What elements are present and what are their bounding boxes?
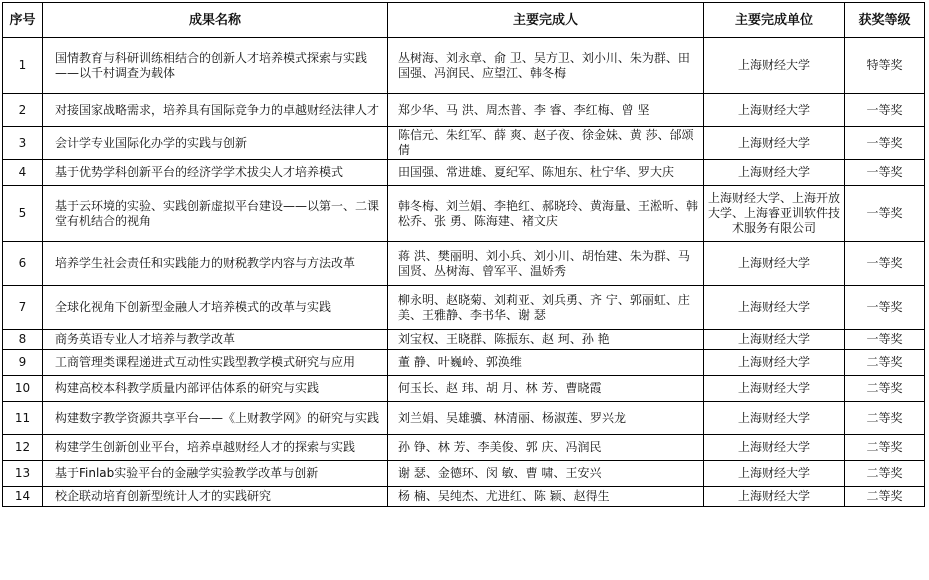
cell-level: 一等奖 [845, 127, 925, 160]
table-row [3, 376, 925, 402]
cell-title: 构建数字教学资源共享平台——《上财教学网》的研究与实践 [43, 402, 388, 435]
cell-level: 二等奖 [845, 376, 925, 402]
cell-unit: 上海财经大学 [704, 461, 845, 487]
cell-no: 12 [3, 435, 43, 461]
cell-title: 构建学生创新创业平台，培养卓越财经人才的探索与实践 [43, 435, 388, 461]
cell-authors: 何玉长、赵 玮、胡 月、林 芳、曹晓霞 [388, 376, 704, 402]
cell-title: 基于Finlab实验平台的金融学实验教学改革与创新 [43, 461, 388, 487]
cell-unit: 上海财经大学 [704, 330, 845, 350]
cell-authors: 陈信元、朱红军、薛 爽、赵子夜、徐金妹、黄 莎、邰颂倩 [388, 127, 704, 160]
cell-title: 会计学专业国际化办学的实践与创新 [43, 127, 388, 160]
table-row [3, 160, 925, 186]
cell-no: 5 [3, 186, 43, 242]
cell-authors: 田国强、常进雄、夏纪军、陈旭东、杜宁华、罗大庆 [388, 160, 704, 186]
cell-title: 校企联动培育创新型统计人才的实践研究 [43, 487, 388, 507]
table-row [3, 286, 925, 330]
cell-unit: 上海财经大学 [704, 38, 845, 94]
table-row [3, 402, 925, 435]
cell-title: 培养学生社会责任和实践能力的财税教学内容与方法改革 [43, 242, 388, 286]
cell-no: 7 [3, 286, 43, 330]
cell-level: 二等奖 [845, 487, 925, 507]
cell-title: 全球化视角下创新型金融人才培养模式的改革与实践 [43, 286, 388, 330]
cell-unit: 上海财经大学 [704, 127, 845, 160]
table-row [3, 242, 925, 286]
results-table-wrap [2, 2, 925, 507]
cell-no: 4 [3, 160, 43, 186]
cell-unit: 上海财经大学 [704, 286, 845, 330]
cell-level: 一等奖 [845, 94, 925, 127]
cell-authors: 郑少华、马 洪、周杰普、李 睿、李红梅、曾 坚 [388, 94, 704, 127]
header-authors: 主要完成人 [388, 3, 704, 38]
cell-unit: 上海财经大学 [704, 160, 845, 186]
cell-no: 10 [3, 376, 43, 402]
cell-unit: 上海财经大学 [704, 94, 845, 127]
cell-level: 二等奖 [845, 350, 925, 376]
cell-no: 13 [3, 461, 43, 487]
cell-authors: 刘宝权、王晓群、陈振东、赵 珂、孙 艳 [388, 330, 704, 350]
header-unit: 主要完成单位 [704, 3, 845, 38]
cell-authors: 杨 楠、吴纯杰、尤进红、陈 颖、赵得生 [388, 487, 704, 507]
cell-authors: 孙 铮、林 芳、李美俊、郭 庆、冯润民 [388, 435, 704, 461]
cell-level: 一等奖 [845, 286, 925, 330]
cell-unit: 上海财经大学 [704, 435, 845, 461]
header-title: 成果名称 [43, 3, 388, 38]
cell-authors: 蒋 洪、樊丽明、刘小兵、刘小川、胡怡建、朱为群、马国贤、丛树海、曾军平、温娇秀 [388, 242, 704, 286]
table-row [3, 94, 925, 127]
cell-no: 11 [3, 402, 43, 435]
cell-title: 对接国家战略需求，培养具有国际竞争力的卓越财经法律人才 [43, 94, 388, 127]
cell-title: 基于云环境的实验、实践创新虚拟平台建设——以第一、二课堂有机结合的视角 [43, 186, 388, 242]
cell-unit: 上海财经大学 [704, 376, 845, 402]
cell-level: 二等奖 [845, 461, 925, 487]
cell-level: 一等奖 [845, 330, 925, 350]
awards-table [2, 2, 925, 507]
table-row [3, 186, 925, 242]
cell-no: 2 [3, 94, 43, 127]
cell-unit: 上海财经大学 [704, 242, 845, 286]
cell-no: 8 [3, 330, 43, 350]
cell-authors: 刘兰娟、吴雄骥、林清丽、杨淑莲、罗兴龙 [388, 402, 704, 435]
cell-level: 一等奖 [845, 186, 925, 242]
cell-title: 国情教育与科研训练相结合的创新人才培养模式探索与实践——以千村调查为载体 [43, 38, 388, 94]
cell-authors: 谢 瑟、金德环、闵 敏、曹 啸、王安兴 [388, 461, 704, 487]
cell-authors: 丛树海、刘永章、俞 卫、吴方卫、刘小川、朱为群、田国强、冯润民、应望江、韩冬梅 [388, 38, 704, 94]
header-no: 序号 [3, 3, 43, 38]
cell-level: 特等奖 [845, 38, 925, 94]
table-row [3, 127, 925, 160]
cell-unit: 上海财经大学 [704, 350, 845, 376]
cell-no: 1 [3, 38, 43, 94]
table-header-row [3, 3, 925, 38]
cell-level: 二等奖 [845, 402, 925, 435]
table-row [3, 487, 925, 507]
cell-authors: 韩冬梅、刘兰娟、李艳红、郝晓玲、黄海量、王淞昕、韩松乔、张 勇、陈海建、褚文庆 [388, 186, 704, 242]
table-row [3, 330, 925, 350]
cell-unit: 上海财经大学 [704, 487, 845, 507]
cell-no: 14 [3, 487, 43, 507]
cell-level: 二等奖 [845, 435, 925, 461]
cell-authors: 柳永明、赵晓菊、刘莉亚、刘兵勇、齐 宁、郭丽虹、庄 美、王雅静、李书华、谢 瑟 [388, 286, 704, 330]
cell-authors: 董 静、叶巍岭、郭涣维 [388, 350, 704, 376]
table-row [3, 435, 925, 461]
header-level: 获奖等级 [845, 3, 925, 38]
cell-no: 3 [3, 127, 43, 160]
cell-level: 一等奖 [845, 160, 925, 186]
cell-title: 商务英语专业人才培养与教学改革 [43, 330, 388, 350]
cell-no: 9 [3, 350, 43, 376]
cell-title: 基于优势学科创新平台的经济学学术拔尖人才培养模式 [43, 160, 388, 186]
cell-level: 一等奖 [845, 242, 925, 286]
table-row [3, 38, 925, 94]
table-row [3, 350, 925, 376]
cell-title: 工商管理类课程递进式互动性实践型教学模式研究与应用 [43, 350, 388, 376]
cell-unit: 上海财经大学 [704, 402, 845, 435]
cell-no: 6 [3, 242, 43, 286]
cell-unit: 上海财经大学、上海开放大学、上海睿亚训软件技术服务有限公司 [704, 186, 845, 242]
table-row [3, 461, 925, 487]
cell-title: 构建高校本科教学质量内部评估体系的研究与实践 [43, 376, 388, 402]
